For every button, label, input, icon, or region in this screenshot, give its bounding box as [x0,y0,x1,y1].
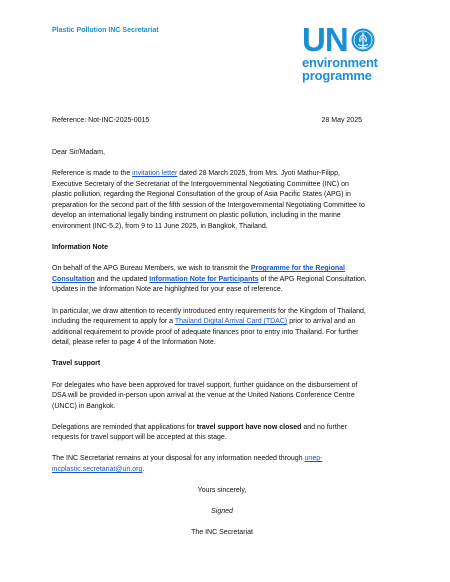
transmit-text-start: On behalf of the APG Bureau Members, we wish to transmit the [52,265,251,273]
salutation: Dear Sir/Madam, [52,149,105,156]
contact-paragraph [52,454,370,475]
closed-text-end: and no further requests for travel support will be accepted at this stage. [52,423,347,442]
yours-sincerely: Yours sincerely, [197,487,247,495]
entry-requirements-paragraph [52,307,370,349]
logo-top-row [302,21,402,58]
closed-text-bold: travel support have now closed [196,423,302,431]
programme-link[interactable]: Programme for the Regional Consultation [52,265,345,283]
logo-programme-text: programme [302,68,372,83]
intro-text-end: dated 28 March 2025, from Mrs. Jyoti Mathur-Filipp, Executive Secretary of the Secretariat of the Intergovernmental Negotiating Committee (INC) on plastic pollution, regarding the Regional Consultation of the group of Asia Pacific States (APG) in preparation for the second part of the fifth session of the Intergovernmental Negotiating Committee to develop an international legally binding instrument on plastic pollution, including in the marine environment (INC-5.2), from 9 to 11 June 2025, in Bangkok, Thailand. [52,170,365,231]
secretariat-email-link[interactable]: unep-incplastic.secretariat@un.org [52,455,323,474]
intro-paragraph [52,169,370,233]
secretariat-name: Plastic Pollution INC Secretariat [52,27,159,34]
entry-text-end: prior to arrival and an additional requirement to provide proof of adequate finances prior to entry into Thailand. For further detail, please refer to page 4 of the Information Note. [52,318,359,347]
closed-applications-paragraph [52,423,370,444]
closed-text-start: Delegations are reminded that applications for [52,423,197,431]
information-note-link[interactable]: Information Note for Participants [149,275,259,283]
logo-environment-text: environment [302,55,378,70]
information-note-heading: Information Note [52,244,108,252]
unep-logo [302,21,402,90]
un-emblem-icon [350,27,376,53]
transmit-paragraph [52,264,370,296]
reference-number: Reference: Not-INC-2025-0015 [52,117,150,124]
reference-row [52,117,362,124]
entry-text-start: In particular, we draw attention to recently introduced entry requirements for the Kingdom of Thailand, including the requirement to apply for a [52,307,366,326]
dsa-paragraph: For delegates who have been approved for travel support, further guidance on the disbursement of DSA will be provided in-person upon arrival at the venue at the United Nations Conference Centre (UNCC) in Bangkok. [52,381,358,410]
intro-text-start: Reference is made to the [52,170,133,178]
tdac-link[interactable]: Thailand Digital Arrival Card (TDAC) [174,318,288,326]
signed-text: Signed [211,508,233,516]
signatory: The INC Secretariat [191,529,253,537]
closing-block [52,486,392,539]
transmit-text-end: of the APG Regional Consultation. Updates in the Information Note are highlighted for your ease of reference. [52,275,367,294]
logo-un-text: UN [302,21,348,58]
contact-text-start: The INC Secretariat remains at your disposal for any information needed through [52,455,305,463]
transmit-text-mid: and the updated [94,275,150,283]
invitation-letter-link[interactable]: invitation letter [132,170,178,178]
letter-date: 28 May 2025 [321,117,362,124]
contact-text-end: . [142,466,145,474]
letter-body [52,148,370,549]
travel-support-heading: Travel support [52,360,101,368]
